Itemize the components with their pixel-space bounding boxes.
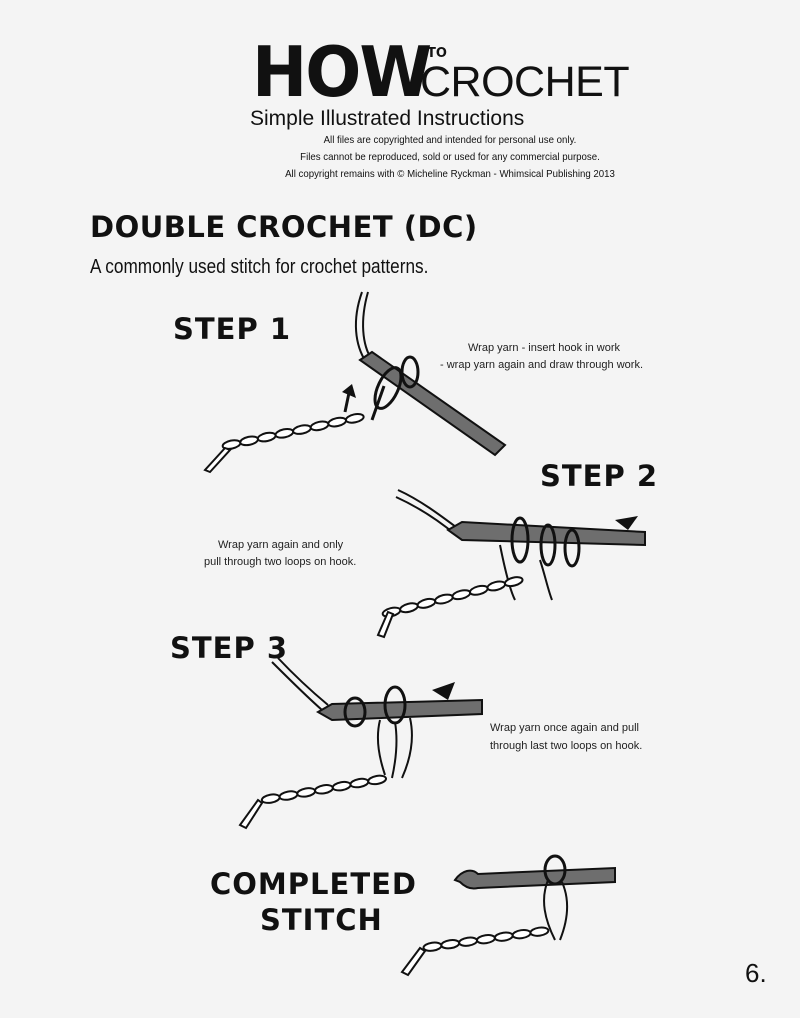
copyright-line: All files are copyrighted and intended for personal use only. <box>323 134 577 146</box>
crochet-hook-icon <box>455 868 615 889</box>
step-3-label: STEP 3 <box>170 631 289 665</box>
step-1-illustration <box>205 292 505 472</box>
page-number: 6. <box>745 958 767 988</box>
copyright-line: Files cannot be reproduced, sold or used for any commercial purpose. <box>300 151 600 163</box>
step-1-label: STEP 1 <box>173 312 292 346</box>
step-2-note: Wrap yarn again and only <box>218 539 344 551</box>
yarn-chain-icon <box>423 926 549 951</box>
yarn-chain-icon <box>382 576 524 619</box>
step-3-note: Wrap yarn once again and pull <box>490 722 640 734</box>
logo-crochet: CROCHET <box>420 58 630 106</box>
step-3-note: through last two loops on hook. <box>490 740 643 752</box>
arrow-icon <box>615 516 638 530</box>
crochet-hook-icon <box>318 700 482 720</box>
arrow-icon <box>432 682 455 700</box>
step-1-note: - wrap yarn again and draw through work. <box>440 359 643 371</box>
completed-label-line2: STITCH <box>260 903 383 937</box>
yarn-chain-icon <box>222 413 365 451</box>
step-2-label: STEP 2 <box>540 459 659 493</box>
logo-to: TO <box>427 46 447 61</box>
section-title: DOUBLE CROCHET (DC) <box>90 210 478 244</box>
completed-label-line1: COMPLETED <box>210 867 418 901</box>
step-2-note: pull through two loops on hook. <box>204 556 357 568</box>
step-2-illustration <box>378 490 645 637</box>
copyright-line: All copyright remains with © Micheline Ryckman - Whimsical Publishing 2013 <box>285 168 615 180</box>
logo-how: HOW <box>252 32 431 113</box>
section-description: A commonly used stitch for crochet patterns. <box>90 256 429 278</box>
yarn-chain-icon <box>261 774 386 804</box>
step-1-note: Wrap yarn - insert hook in work <box>468 342 621 354</box>
crochet-hook-icon <box>360 352 505 455</box>
step-3-illustration <box>240 658 482 828</box>
completed-illustration <box>402 856 615 975</box>
subtitle: Simple Illustrated Instructions <box>250 107 525 130</box>
